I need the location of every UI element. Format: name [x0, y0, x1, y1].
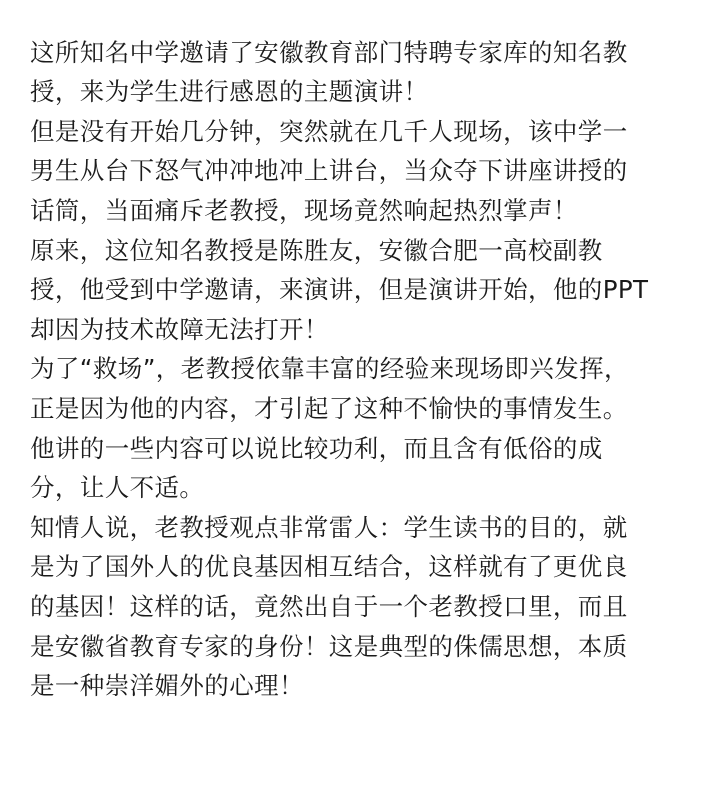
article-line: 正是因为他的内容，才引起了这种不愉快的事情发生。	[30, 393, 628, 423]
article-line: 是为了国外人的优良基因相互结合，这样就有了更优良	[30, 552, 628, 582]
article-line: 原来，这位知名教授是陈胜友，安徽合肥一高校副教	[30, 235, 603, 265]
article-line: 为了“救场”，老教授依靠丰富的经验来现场即兴发挥，	[30, 354, 629, 384]
article-line: 知情人说，老教授观点非常雷人：学生读书的目的，就	[30, 512, 628, 542]
article-line: 分，让人不适。	[30, 473, 205, 503]
article-line: 是一种崇洋媚外的心理！	[30, 671, 304, 701]
article-line: 授，来为学生进行感恩的主题演讲！	[30, 77, 429, 107]
article-line: 话筒，当面痛斥老教授，现场竟然响起热烈掌声！	[30, 195, 578, 225]
article-line: 但是没有开始几分钟，突然就在几千人现场，该中学一	[30, 116, 628, 146]
article-line: 授，他受到中学邀请，来演讲，但是演讲开始，他的PPT	[30, 275, 649, 305]
article-line: 是安徽省教育专家的身份！这是典型的侏儒思想，本质	[30, 631, 628, 661]
article-line-cutoff	[30, 0, 700, 33]
article-line: 的基因！这样的话，竟然出自于一个老教授口里，而且	[30, 591, 628, 621]
article-body	[30, 0, 700, 706]
article-line: 这所知名中学邀请了安徽教育部门特聘专家库的知名教	[30, 37, 628, 67]
article-line: 男生从台下怒气冲冲地冲上讲台，当众夺下讲座讲授的	[30, 156, 628, 186]
article-line: 他讲的一些内容可以说比较功利，而且含有低俗的成	[30, 433, 603, 463]
article-line: 却因为技术故障无法打开！	[30, 314, 329, 344]
